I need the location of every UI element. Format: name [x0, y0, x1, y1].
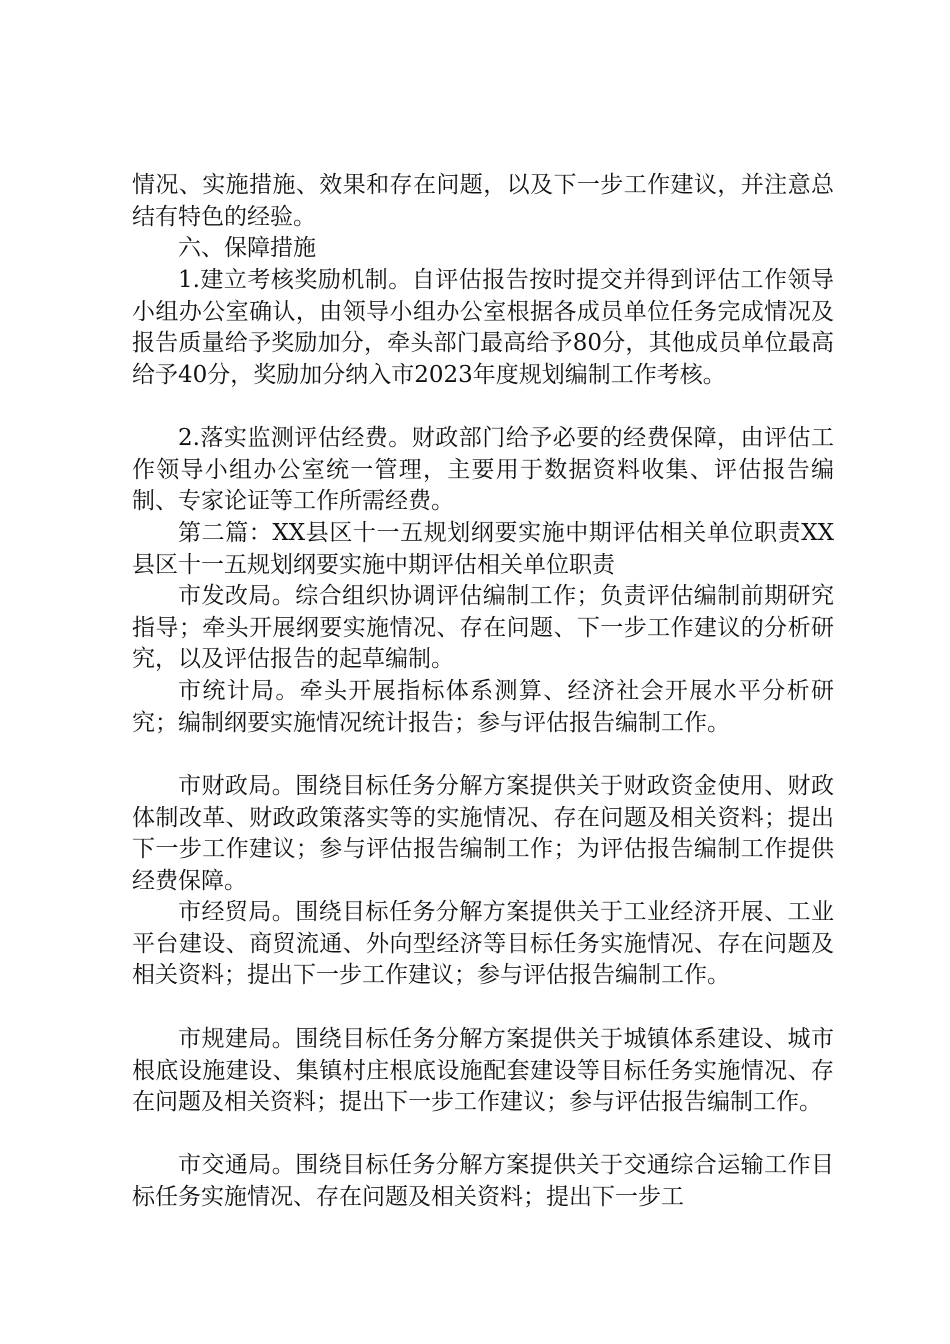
paragraph-continuation: 情况、实施措施、效果和存在问题，以及下一步工作建议，并注意总结有特色的经验。 — [132, 172, 834, 230]
paragraph-transport-bureau: 市交通局。围绕目标任务分解方案提供关于交通综合运输工作目标任务实施情况、存在问题及相关资料；提出下一步工 — [132, 1152, 834, 1210]
paragraph-development-bureau: 市发改局。综合组织协调评估编制工作；负责评估编制前期研究指导；牵头开展纲要实施情况、存在问题、下一步工作建议的分析研究，以及评估报告的起草编制。 — [132, 583, 834, 673]
paragraph-economic-trade-bureau: 市经贸局。围绕目标任务分解方案提供关于工业经济开展、工业平台建设、商贸流通、外向型经济等目标任务实施情况、存在问题及相关资料；提出下一步工作建议；参与评估报告编制工作。 — [132, 899, 834, 989]
paragraph-statistics-bureau: 市统计局。牵头开展指标体系测算、经济社会开展水平分析研究；编制纲要实施情况统计报告；参与评估报告编制工作。 — [132, 678, 834, 736]
paragraph-finance-bureau: 市财政局。围绕目标任务分解方案提供关于财政资金使用、财政体制改革、财政政策落实等的实施情况、存在问题及相关资料；提出下一步工作建议；参与评估报告编制工作；为评估报告编制工作提供经费保障。 — [132, 773, 834, 894]
paragraph-planning-construction-bureau: 市规建局。围绕目标任务分解方案提供关于城镇体系建设、城市根底设施建设、集镇村庄根底设施配套建设等目标任务实施情况、存在问题及相关资料；提出下一步工作建议；参与评估报告编制工作。 — [132, 1026, 834, 1116]
section-heading-safeguards: 六、保障措施 — [178, 235, 316, 261]
paragraph-incentive-mechanism: 1.建立考核奖励机制。自评估报告按时提交并得到评估工作领导小组办公室确认，由领导小组办公室根据各成员单位任务完成情况及报告质量给予奖励加分，牵头部门最高给予80分，其他成员单位最高给予40分，奖励加分纳入市2023年度规划编制工作考核。 — [132, 267, 834, 388]
paragraph-funding: 2.落实监测评估经费。财政部门给予必要的经费保障，由评估工作领导小组办公室统一管理，主要用于数据资料收集、评估报告编制、专家论证等工作所需经费。 — [132, 425, 834, 515]
chapter-title-part-two: 第二篇：XX县区十一五规划纲要实施中期评估相关单位职责XX县区十一五规划纲要实施中期评估相关单位职责 — [132, 520, 834, 578]
